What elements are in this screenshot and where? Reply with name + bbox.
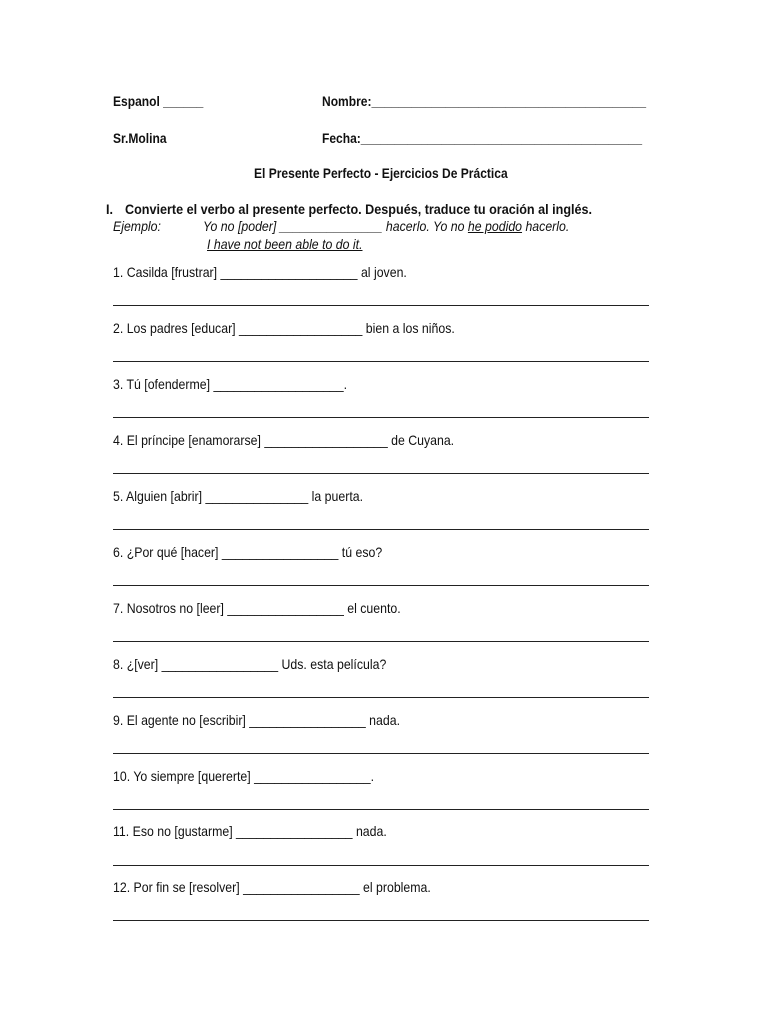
question-11: 11. Eso no [gustarme] _________________ nada. [113,823,387,839]
question-7: 7. Nosotros no [leer] _________________ el cuento. [113,600,401,616]
question-5: 5. Alguien [abrir] _______________ la puerta. [113,488,364,504]
answer-line-12[interactable] [113,920,649,921]
question-2: 2. Los padres [educar] __________________ bien a los niños. [113,320,455,336]
page-title: El Presente Perfecto - Ejercicios De Práctica [254,165,508,181]
date-field[interactable]: Fecha:__________________________________________ [322,130,643,146]
question-6: 6. ¿Por qué [hacer] _________________ tú eso? [113,544,383,560]
question-12: 12. Por fin se [resolver] _________________ el problema. [113,879,431,895]
answer-line-6[interactable] [113,585,649,586]
example-label: Ejemplo: [113,218,161,234]
answer-line-10[interactable] [113,809,649,810]
section-numeral: I. [106,201,114,217]
answer-line-3[interactable] [113,417,649,418]
question-3: 3. Tú [ofenderme] ___________________. [113,376,348,392]
answer-line-5[interactable] [113,529,649,530]
answer-line-11[interactable] [113,865,649,866]
question-10: 10. Yo siempre [quererte] _________________. [113,768,374,784]
section-instruction: Convierte el verbo al presente perfecto. Después, traduce tu oración al inglés. [125,201,593,217]
example-answer: he podido [467,218,523,234]
answer-line-8[interactable] [113,697,649,698]
example-sentence [203,218,569,234]
question-8: 8. ¿[ver] _________________ Uds. esta película? [113,656,387,672]
name-field[interactable]: Nombre:_________________________________________ [322,93,647,109]
teacher-label: Sr.Molina [113,130,167,146]
answer-line-4[interactable] [113,473,649,474]
course-label: Espanol ______ [113,93,204,109]
question-4: 4. El príncipe [enamorarse] __________________ de Cuyana. [113,432,455,448]
example-translation: I have not been able to do it. [207,236,363,252]
example-prompt: Yo no [poder] _______________ hacerlo. Yo no [203,218,468,234]
answer-line-9[interactable] [113,753,649,754]
question-9: 9. El agente no [escribir] _________________ nada. [113,712,401,728]
answer-line-7[interactable] [113,641,649,642]
answer-line-1[interactable] [113,305,649,306]
answer-line-2[interactable] [113,361,649,362]
example-answer-tail: hacerlo. [522,218,570,234]
question-1: 1. Casilda [frustrar] ____________________ al joven. [113,264,407,280]
